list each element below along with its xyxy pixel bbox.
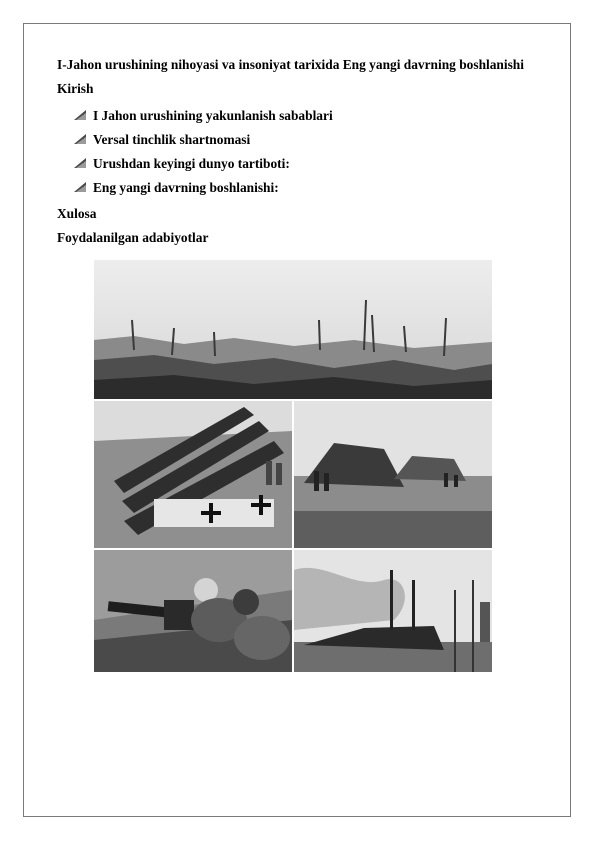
toc-bullet-item bbox=[73, 180, 279, 196]
toc-bullet-item bbox=[73, 156, 290, 172]
sinking-ship-photo bbox=[294, 550, 492, 672]
toc-intro: Kirish bbox=[57, 81, 94, 96]
tanks-photo bbox=[294, 401, 492, 548]
toc-bullet-label: Eng yangi davrning boshlanishi: bbox=[93, 180, 279, 195]
battlefield-photo bbox=[94, 260, 492, 399]
toc-bullet-label: Versal tinchlik shartnomasi bbox=[93, 132, 251, 147]
arrow-bullet-icon bbox=[73, 181, 87, 193]
toc-conclusion: Xulosa bbox=[57, 206, 97, 221]
machine-gun-photo bbox=[94, 550, 292, 672]
biplanes-photo bbox=[94, 401, 292, 548]
arrow-bullet-icon bbox=[73, 133, 87, 145]
arrow-bullet-icon bbox=[73, 109, 87, 121]
arrow-bullet-icon bbox=[73, 157, 87, 169]
toc-bullet-label: Urushdan keyingi dunyo tartiboti: bbox=[93, 156, 290, 171]
toc-references: Foydalanilgan adabiyotlar bbox=[57, 230, 209, 245]
toc-bullet-item bbox=[73, 132, 250, 148]
toc-bullet-label: I Jahon urushining yakunlanish sabablari bbox=[93, 108, 333, 123]
toc-bullet-item bbox=[73, 108, 333, 124]
document-title: I-Jahon urushining nihoyasi va insoniyat tarixida Eng yangi davrning boshlanishi bbox=[57, 57, 524, 72]
